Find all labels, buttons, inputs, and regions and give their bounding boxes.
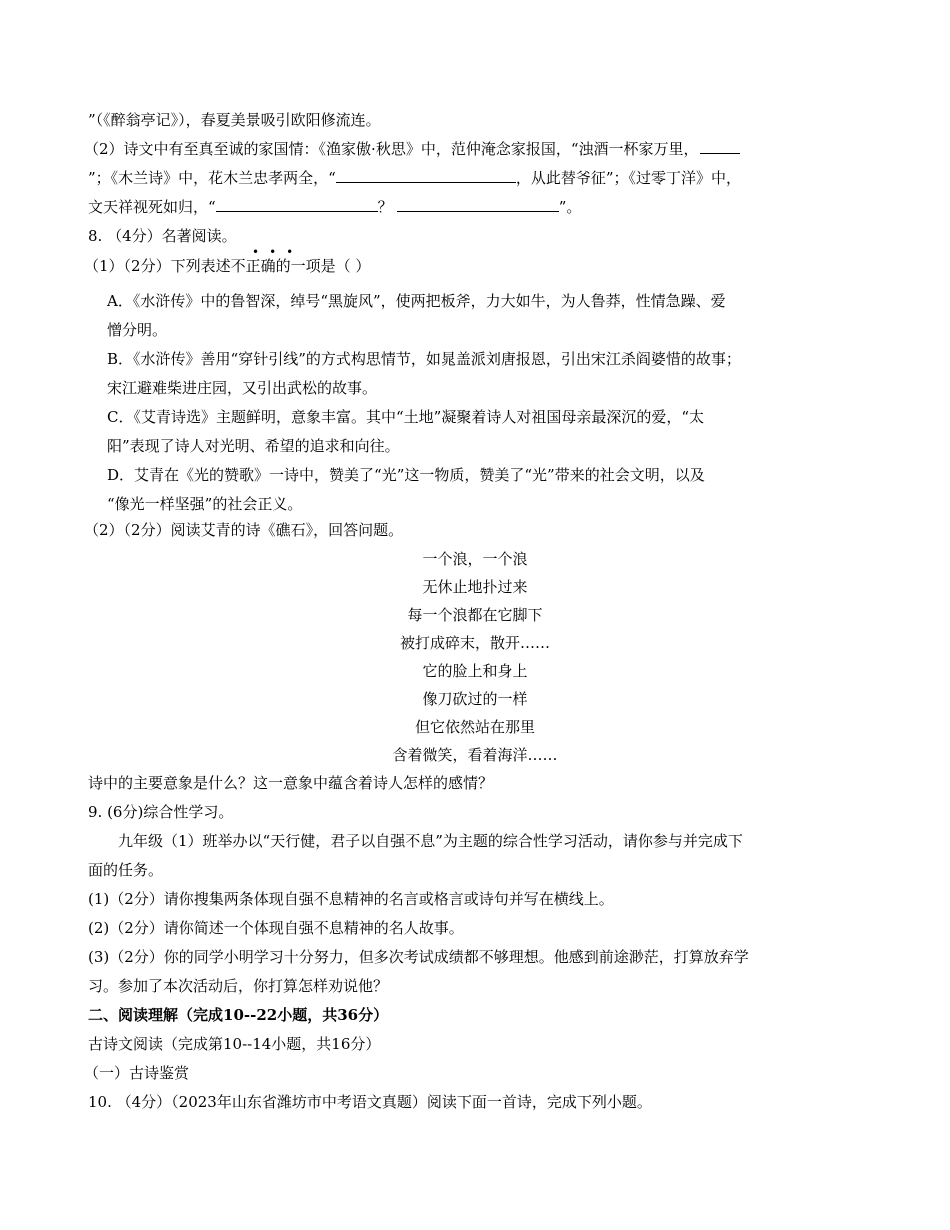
q7-line-4c: ”。 bbox=[558, 198, 582, 216]
poem-line-4: 被打成碎末，散开…… bbox=[399, 634, 550, 652]
q9-task-1: (1)（2分）请你搜集两条体现自强不息精神的名言或格言或诗句并写在横线上。 bbox=[88, 890, 614, 908]
section-2-part-1: （一）古诗鉴赏 bbox=[84, 1064, 190, 1082]
poem-line-2: 无休止地扑过来 bbox=[422, 578, 528, 596]
poem-line-5: 它的脸上和身上 bbox=[422, 662, 528, 680]
q8-subquestion-1: （1）（2分）下列表述不正确的一项是（ ） bbox=[84, 257, 371, 275]
q8-option-a-line-1: A．《水浒传》中的鲁智深，绰号“黑旋风”，使两把板斧，力大如牛，为人鲁莽，性情急躁、爱 bbox=[107, 292, 726, 310]
q8-option-c-line-1: C．《艾青诗选》主题鲜明，意象丰富。其中“土地”凝聚着诗人对祖国母亲最深沉的爱，“太 bbox=[107, 408, 704, 426]
poem-line-7: 但它依然站在那里 bbox=[414, 718, 535, 736]
poem-line-6: 像刀砍过的一样 bbox=[422, 690, 528, 708]
q10-title: 10. （4分）（2023年山东省潍坊市中考语文真题）阅读下面一首诗，完成下列小题。 bbox=[88, 1093, 652, 1111]
q8-title: 8. （4分）名著阅读。 bbox=[88, 227, 237, 245]
q8-poem-question: 诗中的主要意象是什么？这一意象中蕴含着诗人怎样的感情？ bbox=[88, 774, 494, 792]
q7-line-3b: ，从此替爷征”；《过零丁洋》中， bbox=[515, 169, 742, 187]
q7-line-3a: ”；《木兰诗》中，花木兰忠孝两全，“ bbox=[88, 169, 336, 187]
section-2-subheading: 古诗文阅读（完成第10--14小题，共16分） bbox=[88, 1035, 381, 1053]
answer-blank-2[interactable] bbox=[336, 168, 516, 183]
answer-blank-4[interactable] bbox=[397, 197, 559, 212]
q8-option-a-line-2: 憎分明。 bbox=[107, 321, 168, 339]
section-2-heading: 二、阅读理解（完成10--22小题，共36分） bbox=[88, 1006, 389, 1024]
q7-line-4 bbox=[88, 197, 581, 217]
q7-line-4a: 文天祥视死如归，“ bbox=[88, 198, 216, 216]
q9-title: 9. (6分)综合性学习。 bbox=[88, 803, 234, 821]
q8-subquestion-2: （2）（2分）阅读艾青的诗《礁石》，回答问题。 bbox=[84, 521, 404, 539]
q7-line-3 bbox=[88, 168, 741, 188]
answer-blank-3[interactable] bbox=[216, 197, 378, 212]
q8-option-b-line-2: 宋江避难柴进庄园，又引出武松的故事。 bbox=[107, 379, 378, 397]
poem-line-1: 一个浪，一个浪 bbox=[422, 550, 528, 568]
q8-option-b-line-1: B．《水浒传》善用“穿针引线”的方式构思情节，如晁盖派刘唐报恩，引出宋江杀阎婆惜的故事； bbox=[107, 350, 741, 368]
q9-task-3-line-1: (3)（2分）你的同学小明学习十分努力，但多次考试成绩都不够理想。他感到前途渺茫，打算放弃学 bbox=[88, 948, 749, 966]
q9-task-3-line-2: 习。参加了本次活动后，你打算怎样劝说他？ bbox=[88, 977, 389, 995]
answer-blank-1[interactable] bbox=[700, 139, 740, 154]
q9-task-2: (2)（2分）请你简述一个体现自强不息精神的名人故事。 bbox=[88, 919, 464, 937]
q8-option-d-line-1: D．艾青在《光的赞歌》一诗中，赞美了“光”这一物质，赞美了“光”带来的社会文明，以及 bbox=[107, 466, 705, 484]
q7-line-1: ”（《醉翁亭记》），春夏美景吸引欧阳修流连。 bbox=[88, 111, 381, 129]
q8-option-c-line-2: 阳”表现了诗人对光明、希望的追求和向往。 bbox=[107, 437, 400, 455]
emphasis-dots: ••• bbox=[252, 245, 304, 259]
q7-line-2 bbox=[84, 139, 740, 159]
poem-line-3: 每一个浪都在它脚下 bbox=[407, 606, 543, 624]
poem-line-8: 含着微笑，看着海洋…… bbox=[392, 746, 558, 764]
q7-line-2-text: （2）诗文中有至真至诚的家国情：《渔家傲·秋思》中，范仲淹念家报国，“浊酒一杯家万里， bbox=[84, 140, 699, 158]
q8-option-d-line-2: “像光一样坚强”的社会正义。 bbox=[107, 495, 303, 513]
q7-line-4b: ？ bbox=[377, 198, 393, 216]
q9-intro-line-2: 面的任务。 bbox=[88, 861, 164, 879]
q9-intro-line-1: 九年级（1）班举办以“天行健，君子以自强不息”为主题的综合性学习活动，请你参与并完成下 bbox=[118, 832, 743, 850]
